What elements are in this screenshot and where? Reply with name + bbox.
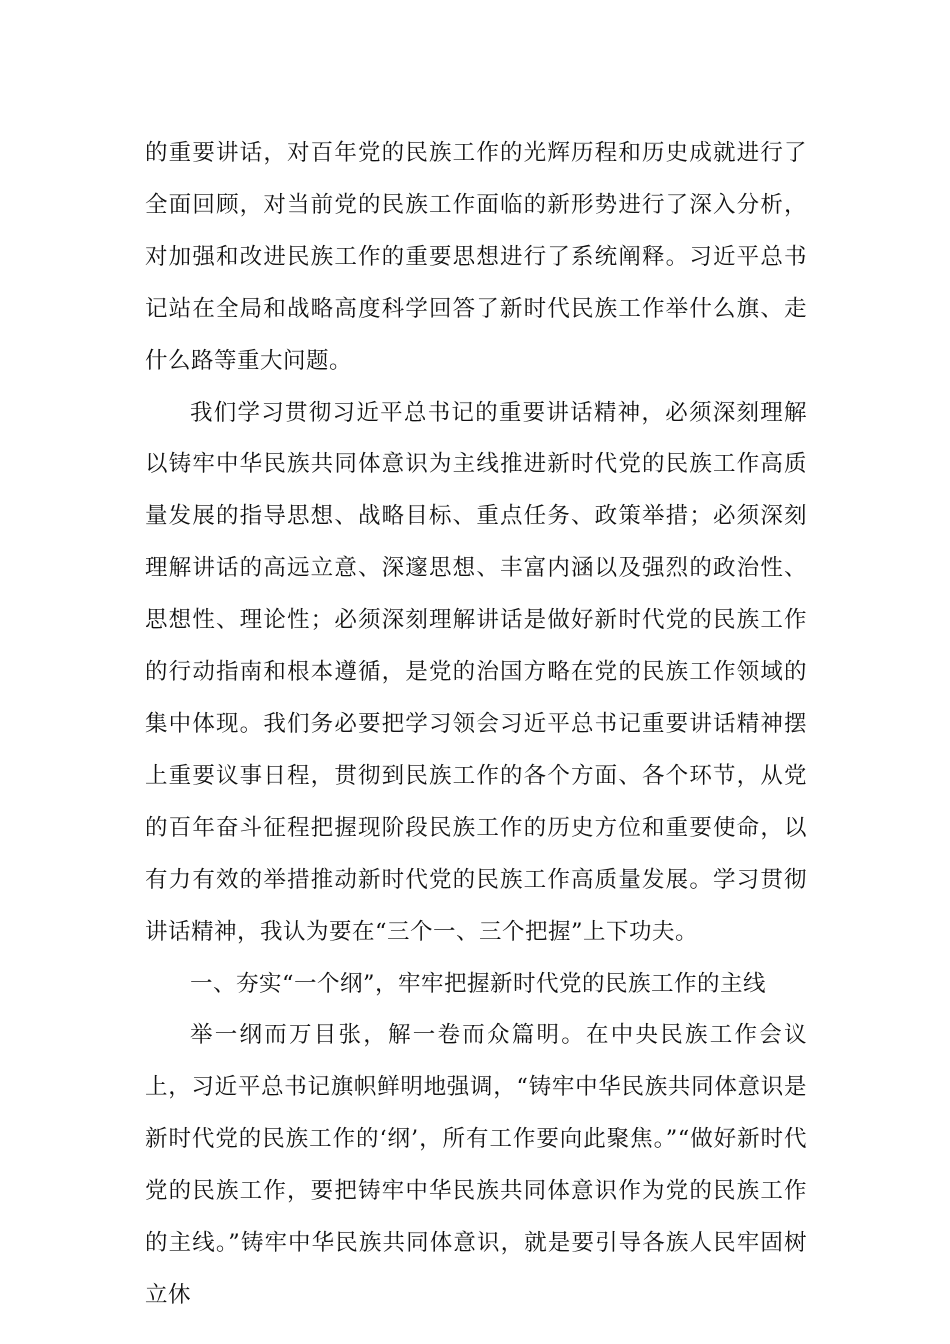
paragraph-study-spirit: 我们学习贯彻习近平总书记的重要讲话精神，必须深刻理解以铸牢中华民族共同体意识为主线推进新时代党的民族工作高质量发展的指导思想、战略目标、重点任务、政策举措；必须深刻理解讲话的高远立意、深邃思想、丰富内涵以及强烈的政治性、思想性、理论性；必须深刻理解讲话是做好新时代党的民族工作的行动指南和根本遵循，是党的治国方略在党的民族工作领域的集中体现。我们务必要把学习领会习近平总书记重要讲话精神摆上重要议事日程，贯彻到民族工作的各个方面、各个环节，从党的百年奋斗征程把握现阶段民族工作的历史方位和重要使命，以有力有效的举措推动新时代党的民族工作高质量发展。学习贯彻讲话精神，我认为要在“三个一、三个把握”上下功夫。 <box>145 399 807 945</box>
paragraph-main-line: 举一纲而万目张，解一卷而众篇明。在中央民族工作会议上，习近平总书记旗帜鲜明地强调，“铸牢中华民族共同体意识是新时代党的民族工作的‘纲’，所有工作要向此聚焦。”“做好新时代党的民族工作，要把铸牢中华民族共同体意识作为党的民族工作的主线。”铸牢中华民族共同体意识，就是要引导各族人民牢固树立休 <box>145 1022 807 1308</box>
section-heading-one: 一、夯实“一个纲”，牢牢把握新时代党的民族工作的主线 <box>190 970 767 997</box>
paragraph-continuation: 的重要讲话，对百年党的民族工作的光辉历程和历史成就进行了全面回顾，对当前党的民族工作面临的新形势进行了深入分析，对加强和改进民族工作的重要思想进行了系统阐释。习近平总书记站在全局和战略高度科学回答了新时代民族工作举什么旗、走什么路等重大问题。 <box>145 140 807 374</box>
document-body <box>145 128 807 1322</box>
